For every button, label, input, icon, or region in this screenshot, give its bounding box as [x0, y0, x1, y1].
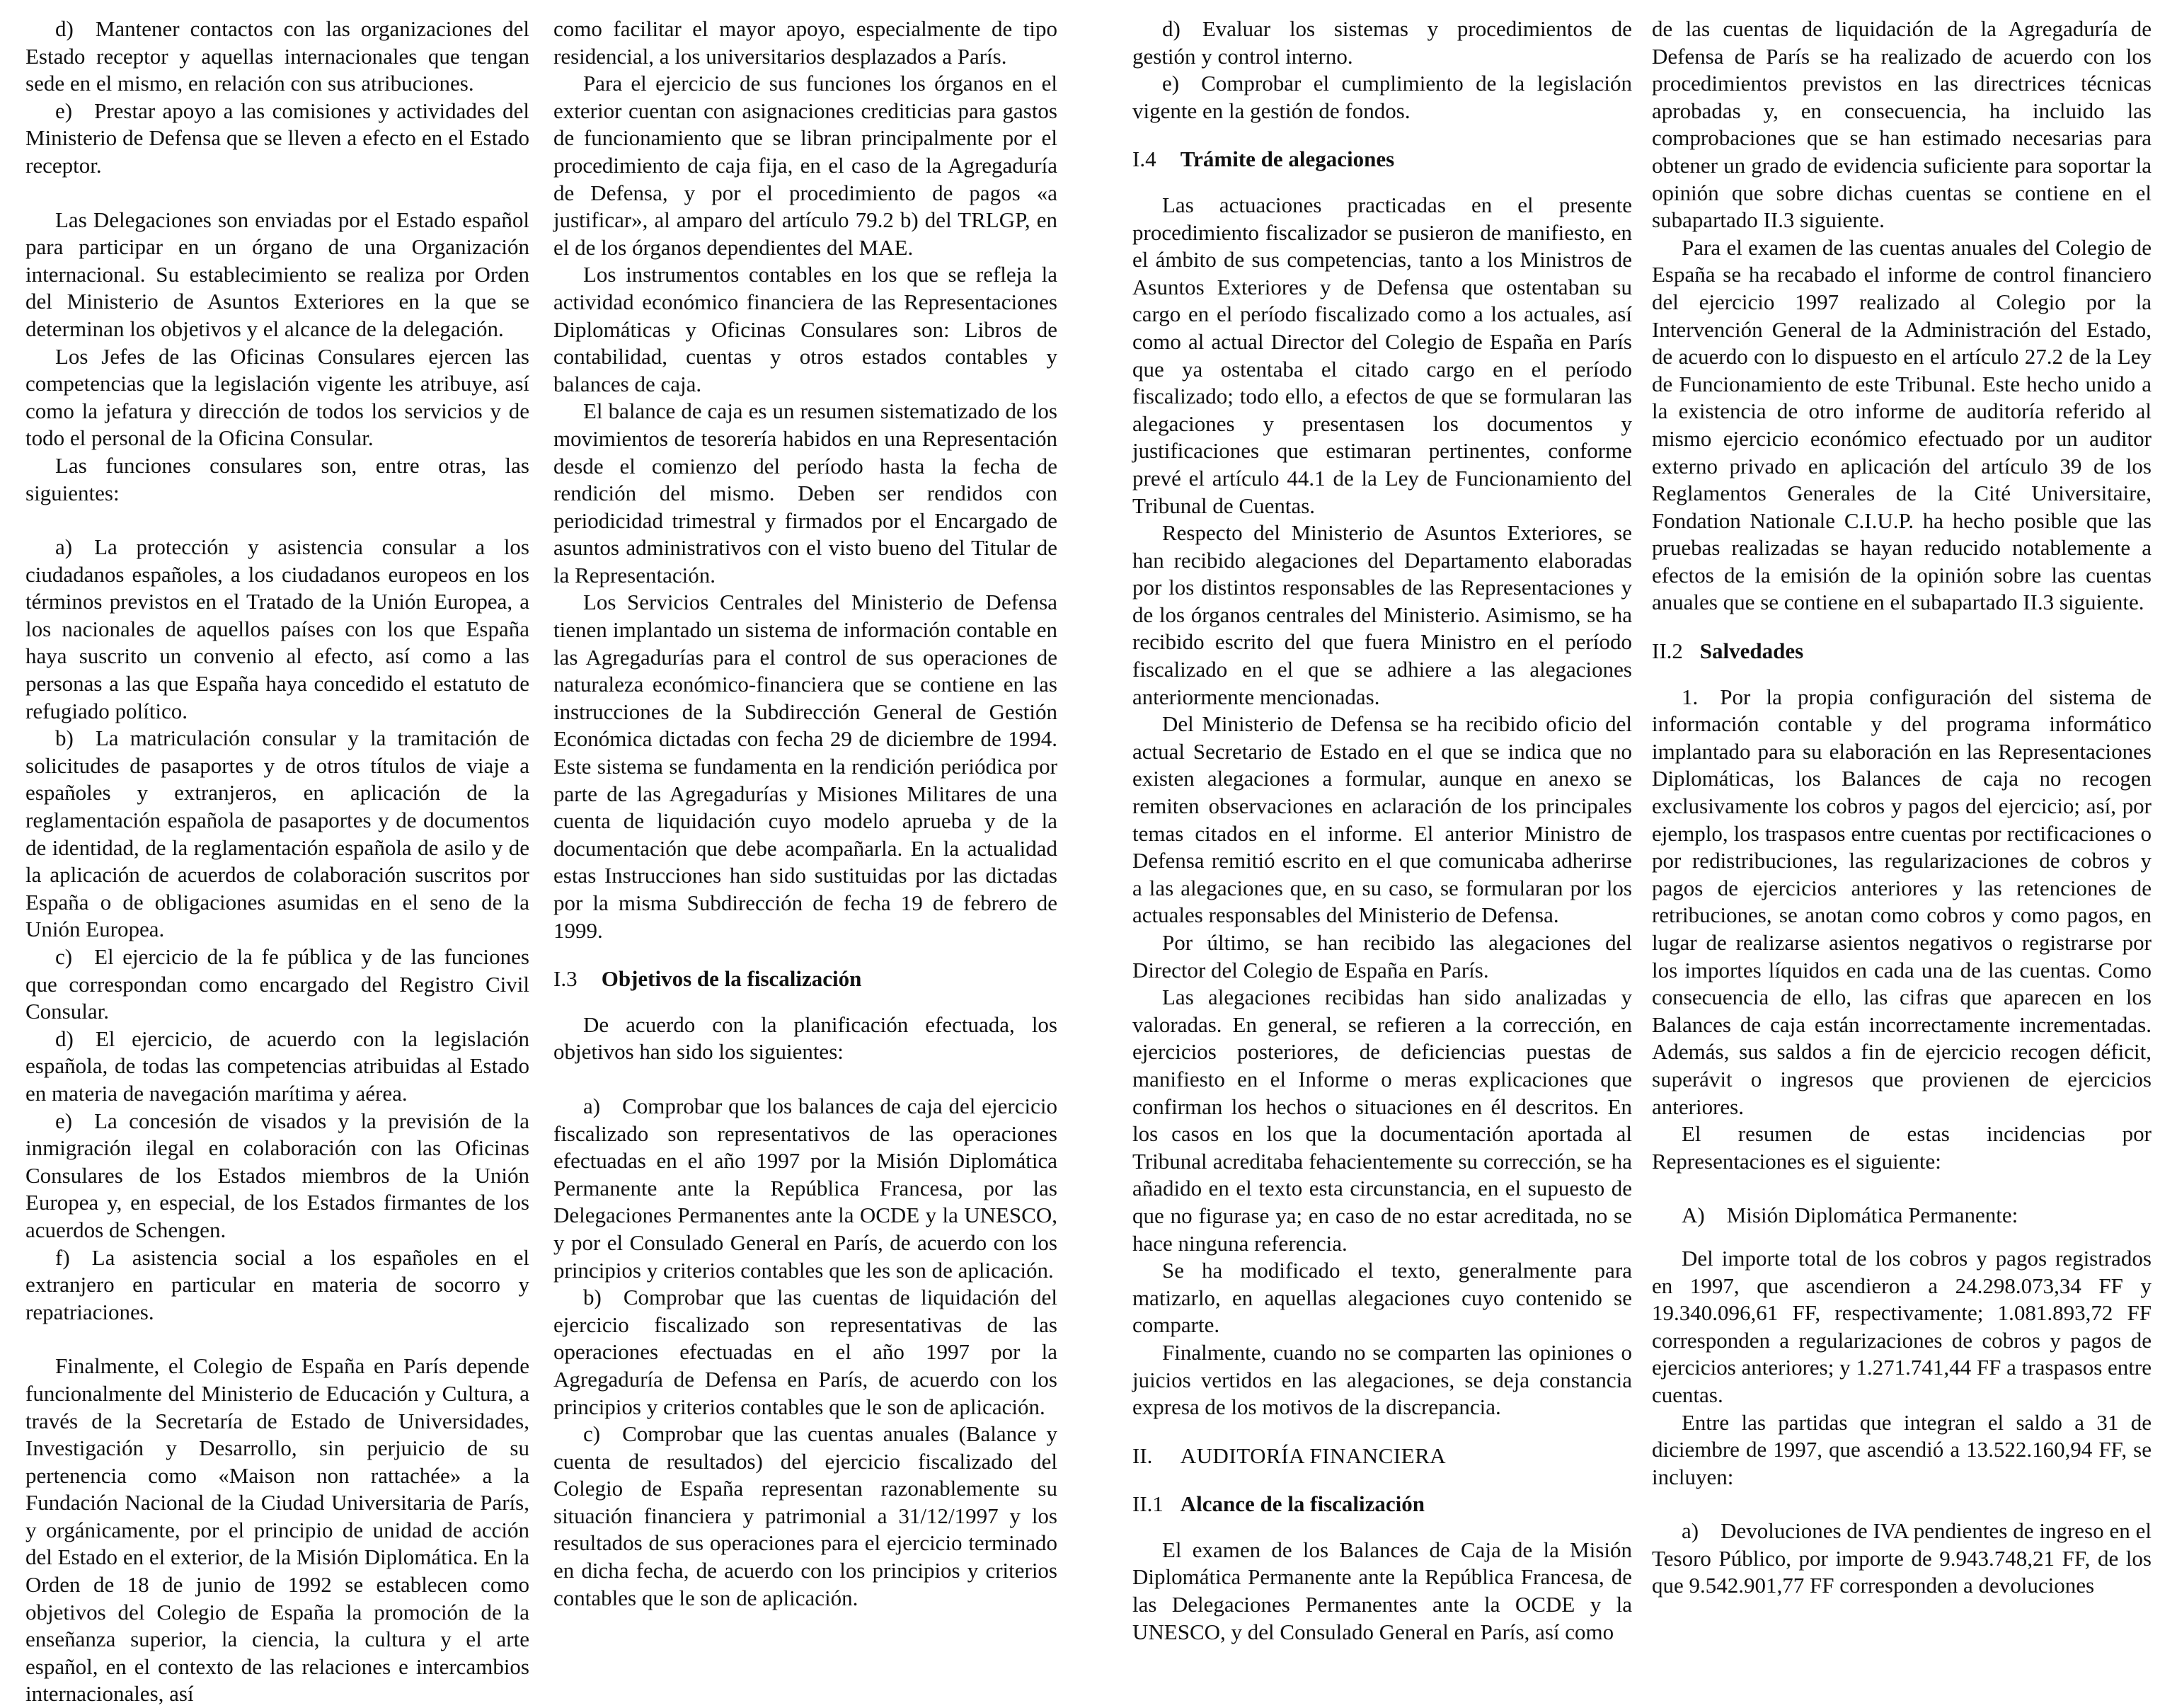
paragraph: e) Prestar apoyo a las comisiones y actividades del Ministerio de Defensa que se lleven a efecto en el Estado receptor. [25, 98, 529, 178]
paragraph: d) Mantener contactos con las organizaciones del Estado receptor y aquellas internacionales que tengan sede en el mismo, en relación con sus atribuciones. [25, 16, 529, 96]
column-2 [553, 16, 1057, 1672]
column-1 [25, 16, 529, 1707]
chapter-title: AUDITORÍA FINANCIERA [1180, 1443, 1447, 1468]
paragraph: Para el ejercicio de sus funciones los órganos en el exterior cuentan con asignaciones crediticias para gastos de funcionamiento que se libran principalmente por el procedimiento de caja fija, en el caso de la Agregaduría de Defensa, y por el procedimiento de pagos «a justificar», al amparo del artículo 79.2 b) del TRLGP, en el de los órganos dependientes del MAE. [553, 71, 1057, 260]
chapter-heading [1132, 1443, 1632, 1470]
list-item: b) Comprobar que las cuentas de liquidación del ejercicio fiscalizado son representativas de las operaciones efectuadas en el año 1997 por la Agregaduría de Defensa en París, de acuerdo con los principios y criterios contables que le son de aplicación. [553, 1285, 1057, 1419]
paragraph: El resumen de estas incidencias por Representaciones es el siguiente: [1652, 1121, 2152, 1174]
section-heading [553, 965, 1057, 993]
column-3 [1132, 16, 1632, 1672]
section-title: Salvedades [1699, 638, 1804, 664]
paragraph: Las funciones consulares son, entre otras, las siguientes: [25, 452, 529, 505]
paragraph: Los Servicios Centrales del Ministerio de Defensa tienen implantado un sistema de información contable en las Agregadurías para el control de sus operaciones de naturaleza económico-financiera que se contiene en las instrucciones de la Subdirección General de Gestión Económica dictadas con fecha 29 de diciembre de 1994. Este sistema se fundamenta en la rendición periódica por parte de las Agregadurías y Misiones Militares de una cuenta de liquidación cuyo modelo aprueba y de la documentación que debe acompañarla. En la actualidad estas Instrucciones han sido sustituidas por las dictadas por la misma Subdirección de fecha 19 de febrero de 1999. [553, 590, 1057, 943]
column-4 [1652, 16, 2152, 1672]
left-page [25, 16, 1057, 1707]
section-number: II.2 [1652, 638, 1683, 664]
section-heading [1652, 638, 2152, 665]
section-number: II.1 [1132, 1491, 1164, 1517]
paragraph: Para el examen de las cuentas anuales del Colegio de España se ha recabado el informe de control financiero del ejercicio 1997 realizado al Colegio por la Intervención General de la Administración del Estado, de acuerdo con lo dispuesto en el artículo 27.2 de la Ley de Funcionamiento de este Tribunal. Este hecho unido a la existencia de otro informe de auditoría referido al mismo ejercicio económico efectuado por un auditor externo privado en aplicación del artículo 39 de los Reglamentos Generales de la Cité Universitaire, Fondation Nationale C.I.U.P. ha hecho posible que las pruebas realizadas se hayan reducido notablemente a efectos de la emisión de la opinión sobre las cuentas anuales que se contiene en el subapartado II.3 siguiente. [1652, 234, 2152, 615]
paragraph: Las alegaciones recibidas han sido analizadas y valoradas. En general, se refieren a la corrección, en ejercicios posteriores, de deficiencias puestas de manifiesto en el Informe o meras explicaciones que confirman los hechos o situaciones en él descritos. En los casos en los que la documentación aportada al Tribunal acreditaba fehacientemente su corrección, se ha añadido en el texto esta circunstancia, en el supuesto de que no figurase ya; en caso de no estar acreditada, no se hace ninguna referencia. [1132, 985, 1632, 1256]
paragraph: Entre las partidas que integran el saldo a 31 de diciembre de 1997, que ascendió a 13.522.160,94 FF, se incluyen: [1652, 1409, 2152, 1489]
section-heading [1132, 1491, 1632, 1518]
list-item: e) La concesión de visados y la previsión de la inmigración ilegal en colaboración con las Oficinas Consulares de los Estados miembros de la Unión Europea y, en especial, de los Estados firmantes de los acuerdos de Schengen. [25, 1108, 529, 1242]
list-item: 1. Por la propia configuración del sistema de información contable y del programa informático implantado para su elaboración en las Representaciones Diplomáticas, los Balances de caja no recogen exclusivamente los cobros y pagos del ejercicio; así, por ejemplo, los traspasos entre cuentas por rectificaciones o por redistribuciones, las regularizaciones de cobros y pagos de ejercicios anteriores y las retenciones de retribuciones, se anotan como cobros y como pagos, en lugar de realizarse asientos negativos o registrarse por los importes líquidos en cada una de las cuentas. Como consecuencia de ello, las cifras que aparecen en los Balances de caja están incorrectamente incrementadas. Además, sus saldos a fin de ejercicio recogen déficit, superávit o ingresos que provienen de ejercicios anteriores. [1652, 684, 2152, 1119]
list-item: c) El ejercicio de la fe pública y de las funciones que correspondan como encargado del Registro Civil Consular. [25, 944, 529, 1024]
paragraph: Se ha modificado el texto, generalmente para matizarlo, en aquellas alegaciones cuyo contenido se comparte. [1132, 1258, 1632, 1338]
paragraph: Finalmente, el Colegio de España en París depende funcionalmente del Ministerio de Educación y Cultura, a través de la Secretaría de Estado de Universidades, Investigación y Desarrollo, sin perjuicio de su pertenencia como «Maison non rattachée» a la Fundación Nacional de la Ciudad Universitaria de París, y orgánicamente, por el principio de unidad de acción del Estado en el exterior, de la Misión Diplomática. En la Orden de 18 de junio de 1992 se establecen como objetivos del Colegio de España la promoción de la enseñanza superior, la ciencia, la cultura y el arte español, en el contexto de las relaciones e intercambios internacionales, así [25, 1353, 529, 1707]
paragraph: Los instrumentos contables en los que se refleja la actividad económico financiera de las Representaciones Diplomáticas y Oficinas Consulares son: Libros de contabilidad, cuentas y otros estados contables y balances de caja. [553, 262, 1057, 396]
paragraph: Del Ministerio de Defensa se ha recibido oficio del actual Secretario de Estado en el que se indica que no existen alegaciones a formular, aunque en anexo se remiten observaciones en aclaración de los principales temas citados en el informe. El anterior Ministro de Defensa remitió escrito en el que comunicaba adherirse a las alegaciones que, en su caso, se formularan por los actuales responsables del Ministerio de Defensa. [1132, 711, 1632, 928]
paragraph: Finalmente, cuando no se comparten las opiniones o juicios vertidos en las alegaciones, se deja constancia expresa de los motivos de la discrepancia. [1132, 1339, 1632, 1420]
list-item: b) La matriculación consular y la tramitación de solicitudes de pasaportes y de otros títulos de viaje a españoles y extranjeros, en aplicación de la reglamentación española de pasaportes y de documentos de identidad, de la reglamentación española de asilo y de la aplicación de acuerdos de colaboración suscritos por España o de obligaciones asumidas en el seno de la Unión Europea. [25, 726, 529, 942]
list-item: a) La protección y asistencia consular a los ciudadanos españoles, a los ciudadanos europeos en los términos previstos en el Tratado de la Unión Europea, a los nacionales de aquellos países con los que España haya suscrito un convenio al efecto, así como a las personas a las que España haya concedido el estatuto de refugiado político. [25, 534, 529, 723]
list-item: a) Devoluciones de IVA pendientes de ingreso en el Tesoro Público, por importe de 9.943.748,21 FF, de los que 9.542.901,77 FF corresponden a devoluciones [1652, 1518, 2152, 1598]
list-item: d) Evaluar los sistemas y procedimientos de gestión y control interno. [1132, 16, 1632, 69]
section-number: I.3 [553, 966, 578, 992]
list-item: a) Comprobar que los balances de caja del ejercicio fiscalizado son representativos de las operaciones efectuadas en el año 1997 por la Misión Diplomática Permanente ante la República Francesa, por las Delegaciones Permanentes ante la OCDE y la UNESCO, y por el Consulado General en París, de acuerdo con los principios y criterios contables que les son de aplicación. [553, 1093, 1057, 1283]
chapter-number: II. [1132, 1443, 1153, 1468]
section-heading [1132, 146, 1632, 173]
section-title: Alcance de la fiscalización [1180, 1491, 1425, 1517]
paragraph: De acuerdo con la planificación efectuada, los objetivos han sido los siguientes: [553, 1011, 1057, 1065]
paragraph: como facilitar el mayor apoyo, especialmente de tipo residencial, a los universitarios desplazados a París. [553, 16, 1057, 69]
right-page [1132, 16, 2152, 1672]
list-item: c) Comprobar que las cuentas anuales (Balance y cuenta de resultados) del ejercicio fiscalizado del Colegio de España representan razonablemente su situación financiera y patrimonial a 31/12/1997 y los resultados de sus operaciones para el ejercicio terminado en dicha fecha, de acuerdo con los principios y criterios contables que le son de aplicación. [553, 1421, 1057, 1610]
list-item: e) Comprobar el cumplimiento de la legislación vigente en la gestión de fondos. [1132, 71, 1632, 123]
section-title: Objetivos de la fiscalización [601, 966, 862, 992]
paragraph: Del importe total de los cobros y pagos registrados en 1997, que ascendieron a 24.298.073,34 FF y 19.340.096,61 FF, respectivamente; 1.081.893,72 FF corresponden a regularizaciones de cobros y pagos de ejercicios anteriores; y 1.271.741,44 FF a traspasos entre cuentas. [1652, 1245, 2152, 1407]
section-number: I.4 [1132, 147, 1156, 172]
paragraph: Las Delegaciones son enviadas por el Estado español para participar en un órgano de una Organización internacional. Su establecimiento se realiza por Orden del Ministerio de Asuntos Exteriores en la que se determinan los objetivos y el alcance de la delegación. [25, 207, 529, 341]
section-title: Trámite de alegaciones [1180, 147, 1395, 172]
paragraph: Por último, se han recibido las alegaciones del Director del Colegio de España en París. [1132, 930, 1632, 982]
list-item: f) La asistencia social a los españoles en el extranjero en particular en materia de socorro y repatriaciones. [25, 1244, 529, 1324]
paragraph: Las actuaciones practicadas en el presente procedimiento fiscalizador se pusieron de manifiesto, en el ámbito de sus competencias, tanto a los Ministros de Asuntos Exteriores y de Defensa que ostentaban su cargo en el período fiscalizado como a los actuales, así como al actual Director del Colegio de España en París que ya ostentaba el citado cargo en el período fiscalizado; todo ello, a efectos de que se formularan las alegaciones y presentasen los documentos y justificaciones que estimaran pertinentes, conforme prevé el artículo 44.1 de la Ley de Funcionamiento del Tribunal de Cuentas. [1132, 192, 1632, 518]
list-item: d) El ejercicio, de acuerdo con la legislación española, de todas las competencias atribuidas al Estado en materia de navegación marítima y aérea. [25, 1026, 529, 1106]
paragraph: El balance de caja es un resumen sistematizado de los movimientos de tesorería habidos en una Representación desde el comienzo del período hasta la fecha de rendición del mismo. Deben ser rendidos con periodicidad trimestral y firmados por el Encargado de asuntos administrativos con el visto bueno del Titular de la Representación. [553, 399, 1057, 588]
subsection-heading: A) Misión Diplomática Permanente: [1682, 1203, 2018, 1228]
paragraph: Respecto del Ministerio de Asuntos Exteriores, se han recibido alegaciones del Departamento elaboradas por los distintos responsables de las Representaciones y de los órganos centrales del Ministerio. Asimismo, se ha recibido escrito del que fuera Ministro en el período fiscalizado en el que se adhiere a las alegaciones anteriormente mencionadas. [1132, 520, 1632, 709]
paragraph: El examen de los Balances de Caja de la Misión Diplomática Permanente ante la República Francesa, de las Delegaciones Permanentes ante la OCDE y la UNESCO, y del Consulado General en París, así como [1132, 1537, 1632, 1644]
paragraph: de las cuentas de liquidación de la Agregaduría de Defensa de París se ha realizado de acuerdo con los procedimientos previstos en las directrices técnicas aprobadas y, en consecuencia, ha incluido las comprobaciones que se han estimado necesarias para obtener un grado de evidencia suficiente para soportar la opinión que sobre dichas cuentas se contiene en el subapartado II.3 siguiente. [1652, 16, 2152, 233]
paragraph: Los Jefes de las Oficinas Consulares ejercen las competencias que la legislación vigente les atribuye, así como la jefatura y dirección de todos los servicios y de todo el personal de la Oficina Consular. [25, 343, 529, 451]
